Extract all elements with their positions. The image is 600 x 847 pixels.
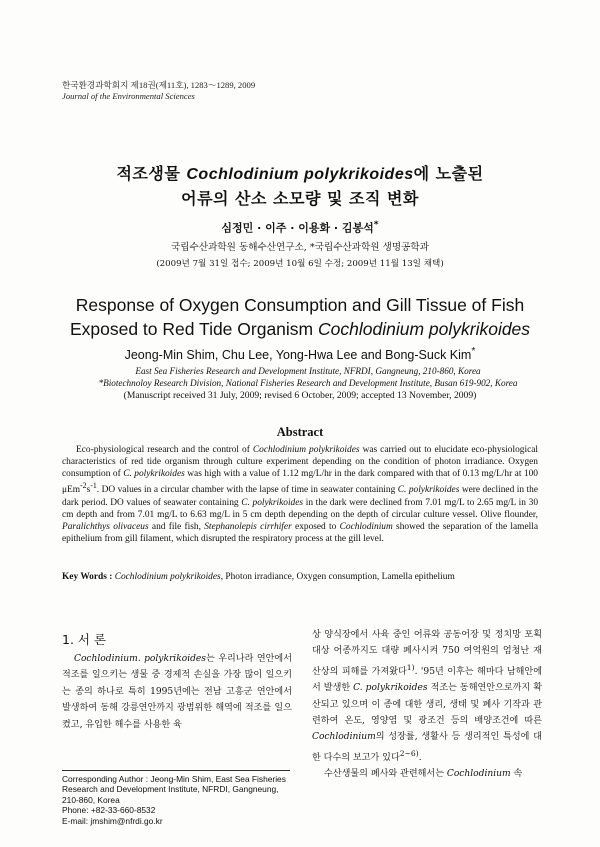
abstract-body [62,444,538,545]
abstract-text: was carried out to elucidate eco-physiological characteristics of red tide organism through culture experiment depending on the condition of photon irradiance. Oxygen consumption of [62,445,538,480]
kr-author-names: 심정민 · 이주 · 이용화 · 김봉석 [221,221,374,235]
english-dates: (Manuscript received 31 July, 2009; revised 6 October, 2009; accepted 13 November, 2009) [123,390,477,401]
kr-title-part: 에 노출된 [413,164,484,183]
footnote-line: 210-860, Korea [62,794,120,805]
abstract-species: C. polykrikoides [123,469,185,480]
corresponding-author-footnote [62,774,294,826]
english-affiliation [58,366,558,389]
abstract-species: Cochlodinium polykrikoides [252,445,360,455]
journal-citation-kr: 한국환경과학회지 제18권(제11호), 1283～1289, 2009 [62,80,256,90]
kr-author-mark: * [373,219,379,230]
abstract-species: Stephanolepis cirrhifer [204,521,292,532]
body-text: . '95년 이후는 해마다 남해안에서 발생한 [312,666,542,694]
body-text: 속 [510,769,523,780]
kr-title-part: 적조생물 [116,164,187,183]
abstract-text: were declined in the dark period. DO values of seawater containing [62,485,538,508]
footnote-divider [62,770,290,771]
en-title-species: Cochlodinium polykrikoides [318,319,531,339]
en-title-part: Exposed to Red Tide Organism [69,319,318,339]
body-text: . [418,752,422,763]
body-column-right [312,627,542,783]
body-text: 의 성장률, 생활사 등 생리적인 특성에 대한 다수의 보고가 있다 [312,732,542,763]
abstract-sup: -2 [80,481,87,491]
journal-header [62,80,255,102]
abstract-text: exposed to [291,521,340,532]
citation-ref: 1) [406,662,415,672]
body-species: Cochlodinium [312,732,376,743]
body-species: Cochlodinium. polykrikoides [74,654,206,664]
abstract-text: . DO values in a circular chamber with the lapse of time in seawater containing [96,485,398,496]
citation-ref: 2~6) [399,748,419,758]
abstract-species: Paralichthys olivaceus [62,521,149,532]
section-heading-introduction: 1. 서 론 [62,632,107,647]
footnote-phone: Phone: +82-33-660-8532 [62,805,156,816]
en-author-names: Jeong-Min Shim, Chu Lee, Yong-Hwa Lee and Bong-Suck Kim [124,348,472,363]
abstract-text: was high with a value of 1.12 mg/L/hr in the dark compared with that of 0.13 mg/L/hr at 100 μEm [62,469,538,496]
kr-title-line2: 어류의 산소 소모량 및 조직 변화 [181,189,419,208]
en-affil-line2: *Biotechnoloy Research Division, National Fisheries Research and Development Institute, Busan 619-902, Korea [98,377,518,388]
journal-name-en: Journal of the Environmental Sciences [62,91,195,101]
en-author-mark: * [471,346,476,357]
korean-authors [0,219,600,236]
footnote-line: Corresponding Author : Jeong-Min Shim, East Sea Fisheries [62,774,286,784]
korean-dates: (2009년 7월 31일 접수; 2009년 10월 6일 수정; 2009년 11월 13일 채택) [156,259,444,269]
key-words [62,572,538,582]
abstract-text: showed the separation of the lamella epithelium from gill filament, which disrupted the respiratory process at the gill level. [62,521,539,544]
body-text: 는 우리나라 연안에서 적조를 일으키는 생물 중 경제적 손실을 가장 많이 일으키는 종의 하나로 특히 1995년에는 전남 고흥군 연안에서 발생하여 동해 강릉연안까지 광범위한 해역에 적조를 일으켰고, 유입한 해수를 사용한 육 [62,654,292,730]
abstract-heading: Abstract [276,425,324,439]
kr-title-species: Cochlodinium polykrikoides [186,166,414,183]
abstract-text: and file fish, [148,521,205,532]
en-title-line1: Response of Oxygen Consumption and Gill Tissue of Fish [75,295,525,315]
footnote-line: Research and Development Institute, NFRDI, Gangneung, [62,784,279,795]
abstract-species: C. polykrikoides [241,497,304,508]
abstract-species: Cochlodinium [339,521,393,532]
abstract-sup: -1 [90,481,97,491]
english-authors [0,346,600,362]
abstract-text: in the dark were declined from 7.01 mg/L to 2.65 mg/L in 30 cm depth and from 7.01 mg/L to 6.63 mg/L in 5 cm depth depending on the depth of circular culture vessel. Olive flounder, [62,497,539,520]
key-words-list: , Photon irradiance, Oxygen consumption, Lamella epithelium [220,572,455,582]
abstract-text: s [86,485,91,496]
body-text: 상 양식장에서 사육 중인 어류와 공동어장 및 정치망 포획대상 어종까지도 대량 폐사시켜 750 여억원의 엄청난 재산상의 피해를 가져왔다 [312,630,542,677]
en-affil-line1: East Sea Fisheries Research and Development Institute, NFRDI, Gangneung, 210-860, Korea [135,366,481,376]
body-species: Cochlodinium [446,769,511,780]
key-words-label: Key Words : [62,572,115,582]
body-column-left [62,651,292,733]
body-species: C. polykrikoides [353,683,428,694]
key-words-species: Cochlodinium polykrikoides [114,572,221,582]
footnote-email: E-mail: jmshim@nfrdi.go.kr [62,815,163,826]
abstract-text: Eco-physiological research and the control of [76,445,253,455]
body-text: 수산생물의 폐사와 관련해서는 [324,769,447,780]
korean-affiliation: 국립수산과학원 동해수산연구소, *국립수산과학원 생명공학과 [171,242,429,253]
english-title [0,293,600,341]
body-text: 적조는 동해연안으로까지 확산되고 있으며 이 종에 대한 생리, 생태 및 폐사 기작과 관련하여 온도, 영양염 및 광조건 등의 배양조건에 따른 [312,683,542,727]
korean-title [0,162,600,211]
abstract-species: C. polykrikoides [397,485,460,496]
